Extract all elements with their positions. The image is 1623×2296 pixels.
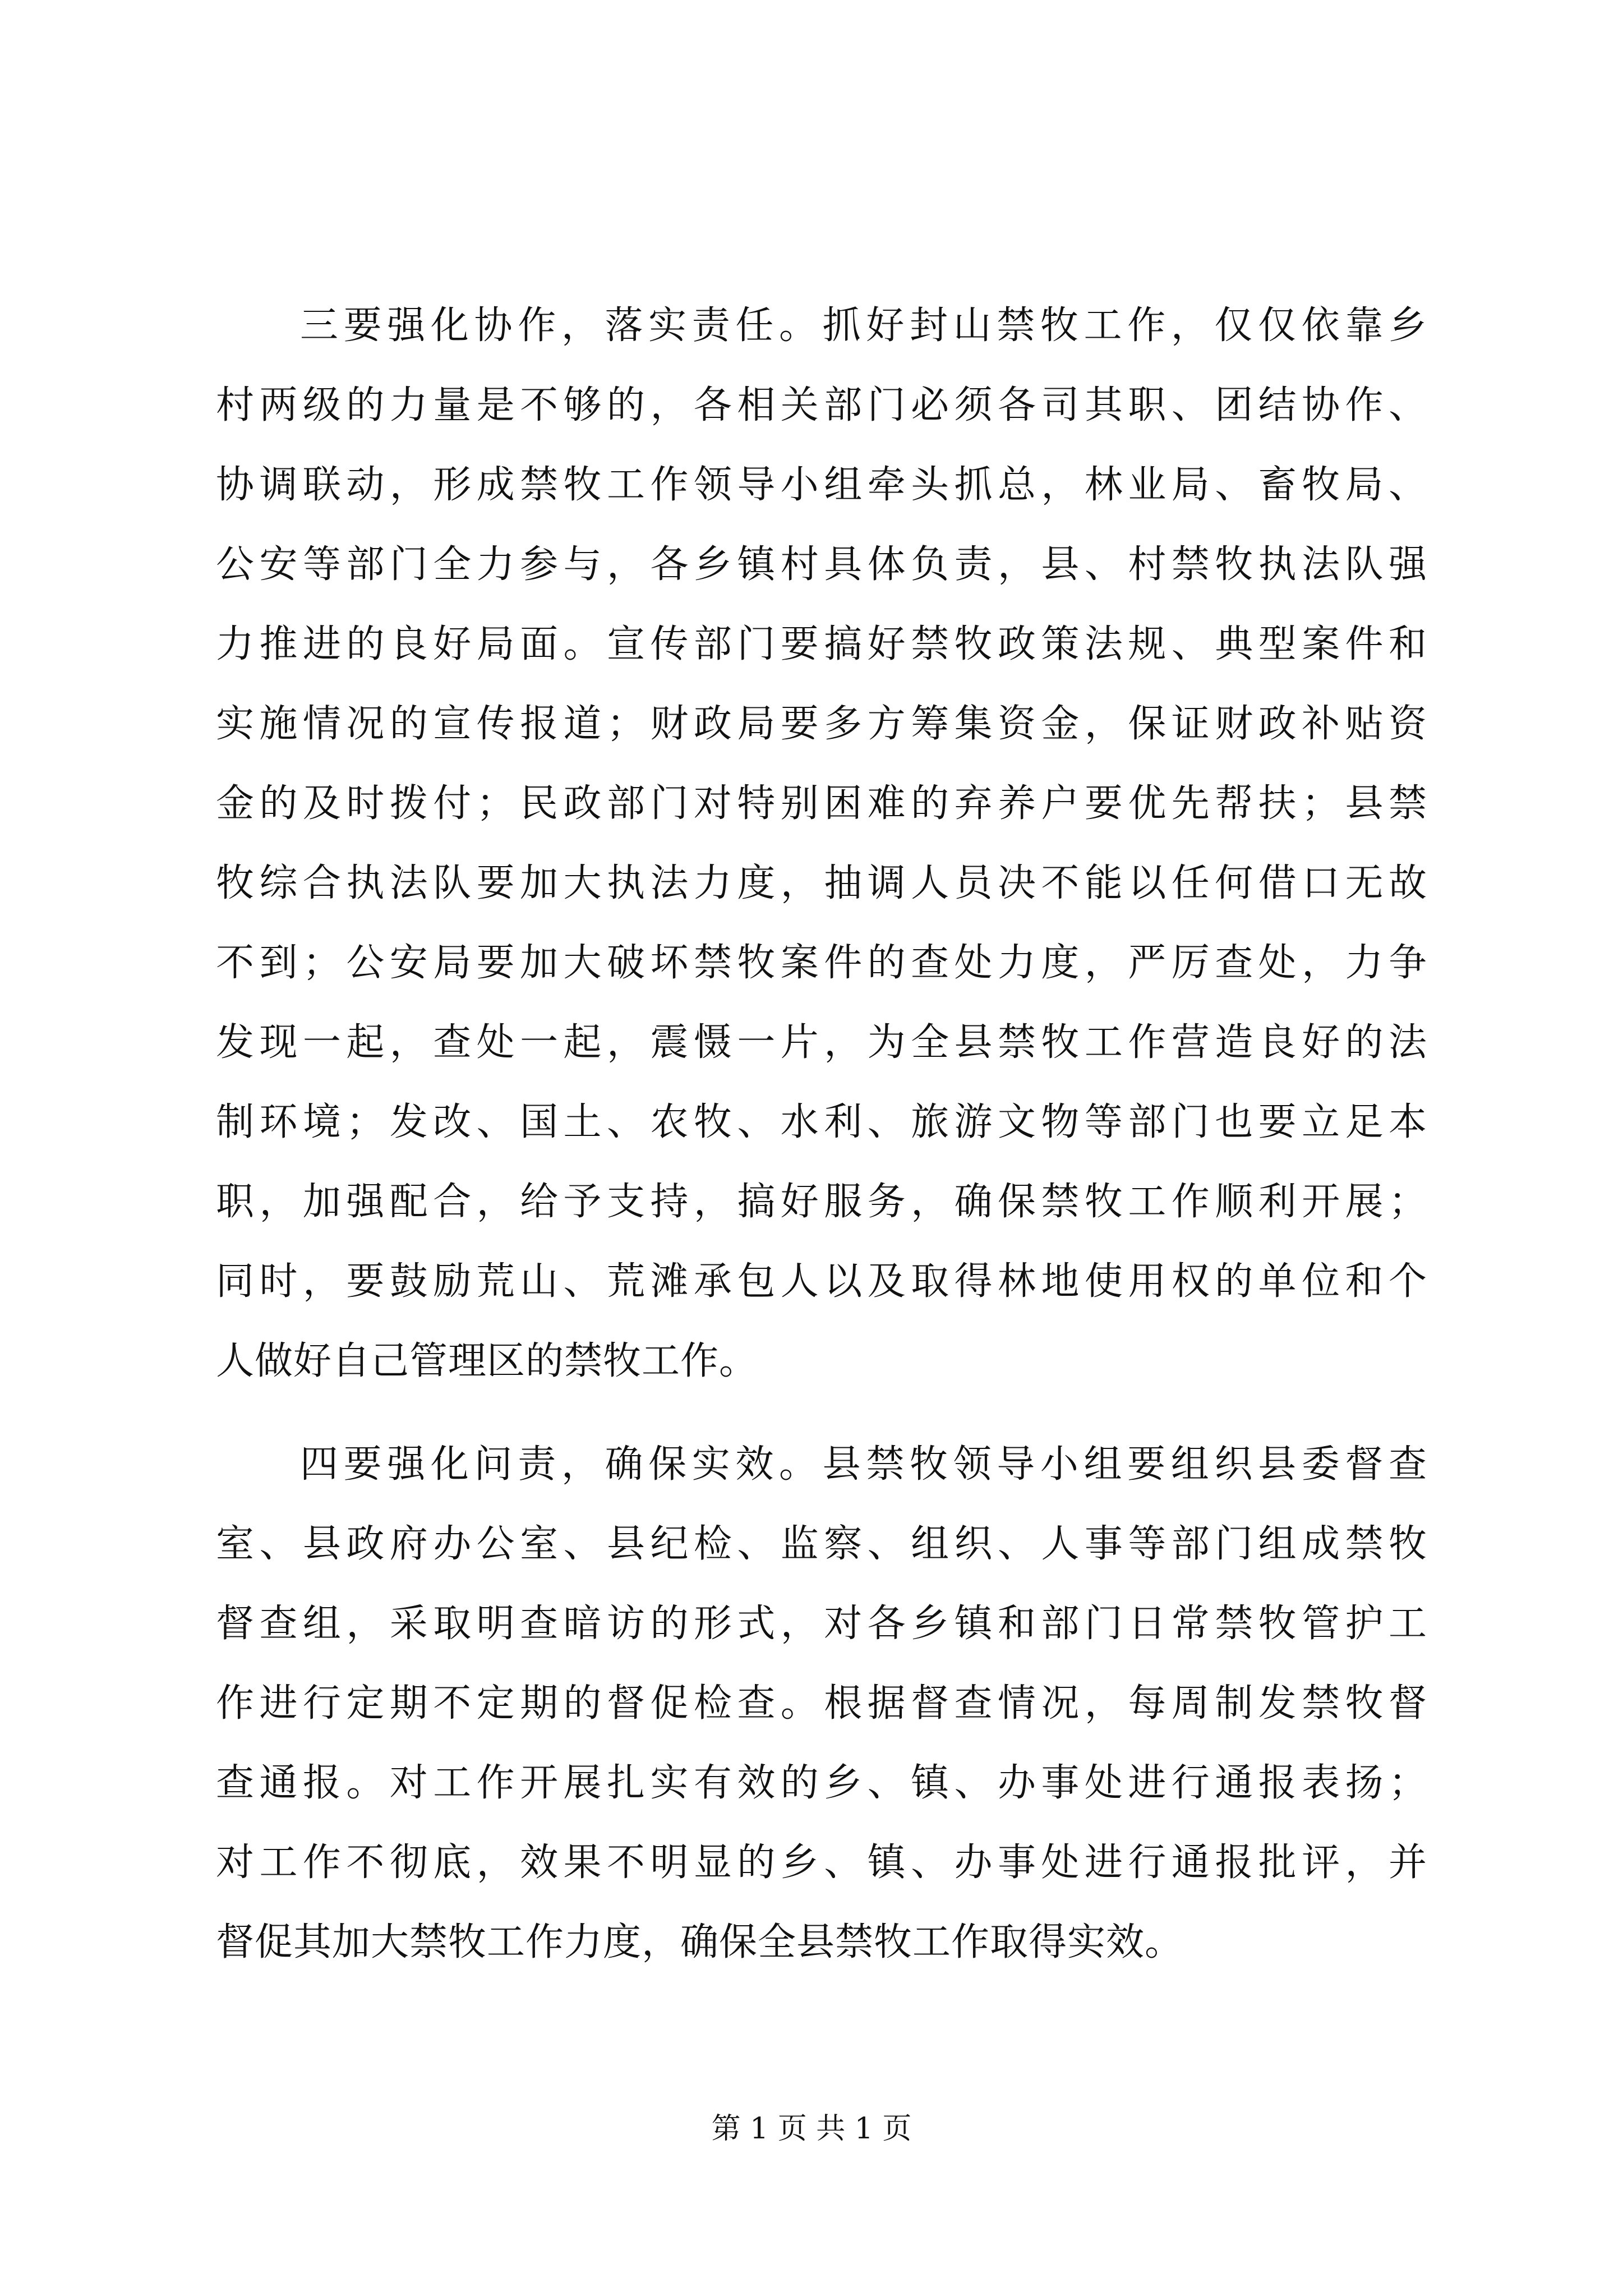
- paragraph-line: 牧综合执法队要加大执法力度，抽调人员决不能以任何借口无故: [216, 861, 1427, 905]
- paragraph-strengthen-cooperation: [216, 286, 1427, 1401]
- paragraph-line: 公安等部门全力参与，各乡镇村具体负责，县、村禁牧执法队强: [216, 542, 1427, 587]
- paragraph-line: 作进行定期不定期的督促检查。根据督查情况，每周制发禁牧督: [216, 1681, 1427, 1726]
- paragraph-line: 督促其加大禁牧工作力度，确保全县禁牧工作取得实效。: [216, 1920, 1184, 1964]
- paragraph-line: 职，加强配合，给予支持，搞好服务，确保禁牧工作顺利开展；: [216, 1180, 1427, 1224]
- paragraph-line: 室、县政府办公室、县纪检、监察、组织、人事等部门组成禁牧: [216, 1522, 1427, 1566]
- paragraph-strengthen-accountability: [216, 1425, 1427, 1982]
- paragraph-line: 三要强化协作，落实责任。抓好封山禁牧工作，仅仅依靠乡: [300, 303, 1427, 348]
- document-body: [216, 286, 1427, 1982]
- paragraph-spacer: [216, 1401, 1427, 1425]
- paragraph-line: 不到；公安局要加大破坏禁牧案件的查处力度，严厉查处，力争: [216, 941, 1427, 985]
- paragraph-line: 发现一起，查处一起，震慑一片，为全县禁牧工作营造良好的法: [216, 1020, 1427, 1065]
- paragraph-line: 村两级的力量是不够的，各相关部门必须各司其职、团结协作、: [216, 383, 1427, 427]
- paragraph-line: 人做好自己管理区的禁牧工作。: [216, 1339, 758, 1383]
- paragraph-line: 督查组，采取明查暗访的形式，对各乡镇和部门日常禁牧管护工: [216, 1602, 1427, 1646]
- paragraph-line: 金的及时拨付；民政部门对特别困难的弃养户要优先帮扶；县禁: [216, 781, 1427, 826]
- paragraph-line: 实施情况的宣传报道；财政局要多方筹集资金，保证财政补贴资: [216, 702, 1427, 746]
- paragraph-line: 查通报。对工作开展扎实有效的乡、镇、办事处进行通报表扬；: [216, 1761, 1427, 1805]
- paragraph-line: 力推进的良好局面。宣传部门要搞好禁牧政策法规、典型案件和: [216, 622, 1427, 666]
- page-number-footer: 第 1 页 共 1 页: [711, 2112, 912, 2146]
- paragraph-line: 同时，要鼓励荒山、荒滩承包人以及取得林地使用权的单位和个: [216, 1259, 1427, 1304]
- paragraph-line: 协调联动，形成禁牧工作领导小组牵头抓总，林业局、畜牧局、: [216, 463, 1427, 507]
- paragraph-line: 四要强化问责，确保实效。县禁牧领导小组要组织县委督查: [300, 1442, 1427, 1487]
- paragraph-line: 制环境；发改、国土、农牧、水利、旅游文物等部门也要立足本: [216, 1100, 1427, 1144]
- paragraph-line: 对工作不彻底，效果不明显的乡、镇、办事处进行通报批评，并: [216, 1841, 1427, 1885]
